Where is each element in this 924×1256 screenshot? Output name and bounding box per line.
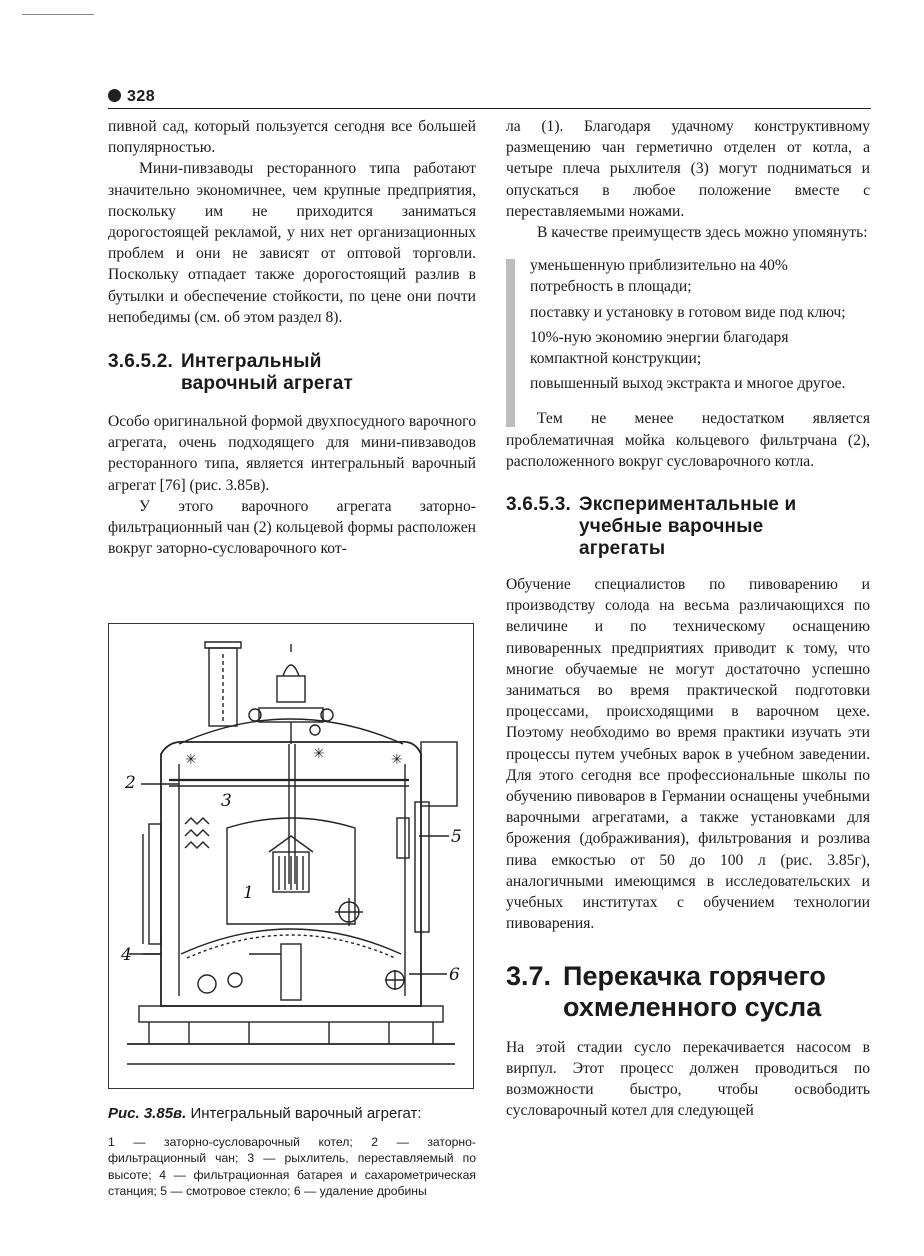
callout-4: 4 [121, 945, 132, 965]
figure-caption [108, 1104, 476, 1123]
list-item: повышенный выход экстракта и многое другое. [530, 375, 846, 393]
section-3653-title: Экспериментальные и учебные варочные агрегаты [578, 494, 797, 560]
svg-text:✳: ✳ [185, 752, 197, 768]
left-para-2: Мини-пивзаводы ресторанного типа работают значительно экономичнее, чем крупные предприятия, поскольку им не приходится заниматься дорогостоящей рекламой, у них нет организационных проблем и они не зависят от оптовой торговли. Поскольку отпадает также дорогостоящий разлив в бутылки и обеспечение стойкости, по цене они почти непобедимы (см. об этом раздел 8). [108, 160, 476, 326]
section-3652-heading [108, 351, 476, 395]
right-para-2: В качестве преимуществ здесь можно упомянуть: [537, 224, 868, 242]
page-number-text: 328 [127, 88, 156, 105]
advantages-list [506, 255, 870, 394]
right-para-5: На этой стадии сусло перекачивается насосом в вирпул. Этот процесс должен проводиться по возможности быстро, чтобы освободить сусловарочный котел для следующей [506, 1038, 870, 1120]
brewing-unit-figure [108, 623, 474, 1089]
left-column [108, 116, 476, 559]
section-3652-number: 3.6.5.2. [108, 351, 173, 373]
section-3653-heading [506, 494, 870, 560]
list-item: поставку и установку в готовом виде под ключ; [530, 303, 846, 321]
right-para-4: Обучение специалистов по пивоварению и производству солода на весьма различающихся по величине и по техническому оснащению пивоваренных предприятиях приводит к тому, что многие обучаемые не могут достаточно успешно заниматься во время практической подготовки процессами, происходящими в варочном цехе. Поэтому необходимо во время практики изучать эти процессы путем учебных варок в учебном заведении. Для этого сегодня все профессиональные школы по обучению пивоваров в Германии оснащены учебными варочными агрегатами, а также установками для брожения (дображивания), фильтрования и розлива пива емкостью от 50 до 100 л (рис. 3.85г), аналогичными имеющимся в исследовательских и учебных институтах с обучением технологии пивоварения. [506, 576, 870, 933]
list-side-bar [506, 259, 515, 427]
section-37-heading [506, 961, 870, 1023]
section-37-title: Перекачка горячего охмеленного сусла [563, 960, 826, 1022]
right-para-3: Тем не менее недостатком является проблематичная мойка кольцевого фильтрчана (2), расположенного вокруг сусловарочного котла. [506, 410, 870, 470]
section-3653-number: 3.6.5.3. [506, 494, 571, 516]
page-header [108, 88, 871, 109]
figure-caption-label: Рис. 3.85в. [108, 1105, 187, 1122]
brewing-unit-diagram [109, 624, 473, 1088]
right-para-1: ла (1). Благодаря удачному конструктивному размещению чан герметично отделен от котла, а четыре плеча рыхлителя (3) могут подниматься и опускаться в любое положение вместе с переставляемыми ножами. [506, 118, 870, 220]
section-37-number: 3.7. [506, 960, 552, 991]
callout-1: 1 [243, 883, 254, 903]
callout-2: 2 [125, 773, 136, 793]
left-para-3: Особо оригинальной формой двухпосудного варочного агрегата, очень подходящего для мини-пивзаводов ресторанного типа, является интегральный варочный агрегат [76] (рис. 3.85в). [108, 413, 476, 494]
left-para-1: пивной сад, который пользуется сегодня все большей популярностью. [108, 118, 476, 157]
left-para-4: У этого варочного агрегата заторно-фильтрационный чан (2) кольцевой формы расположен вокруг заторно-сусловарочного кот- [108, 497, 476, 558]
page-number [108, 88, 155, 106]
callout-3: 3 [221, 791, 232, 811]
callout-6: 6 [449, 965, 460, 985]
svg-text:✳: ✳ [313, 746, 325, 762]
callout-5: 5 [451, 827, 462, 847]
list-item: уменьшенную приблизительно на 40% потребность в площади; [530, 257, 788, 296]
right-column [506, 116, 870, 1121]
figure-caption-text: Интегральный варочный агрегат: [190, 1105, 422, 1122]
list-item: 10%-ную экономию энергии благодаря компактной конструкции; [530, 328, 789, 368]
top-edge-rule [22, 14, 94, 15]
svg-text:✳: ✳ [391, 752, 403, 768]
figure-legend: 1 — заторно-сусловарочный котел; 2 — заторно-фильтрационный чан; 3 — рыхлитель, переставляемый по высоте; 4 — фильтрационная батарея и сахарометрическая станция; 5 — смотровое стекло; 6 — удаление дробины [108, 1135, 476, 1199]
page-marker-icon [108, 89, 121, 102]
section-3652-title: Интегральный варочный агрегат [180, 351, 354, 395]
